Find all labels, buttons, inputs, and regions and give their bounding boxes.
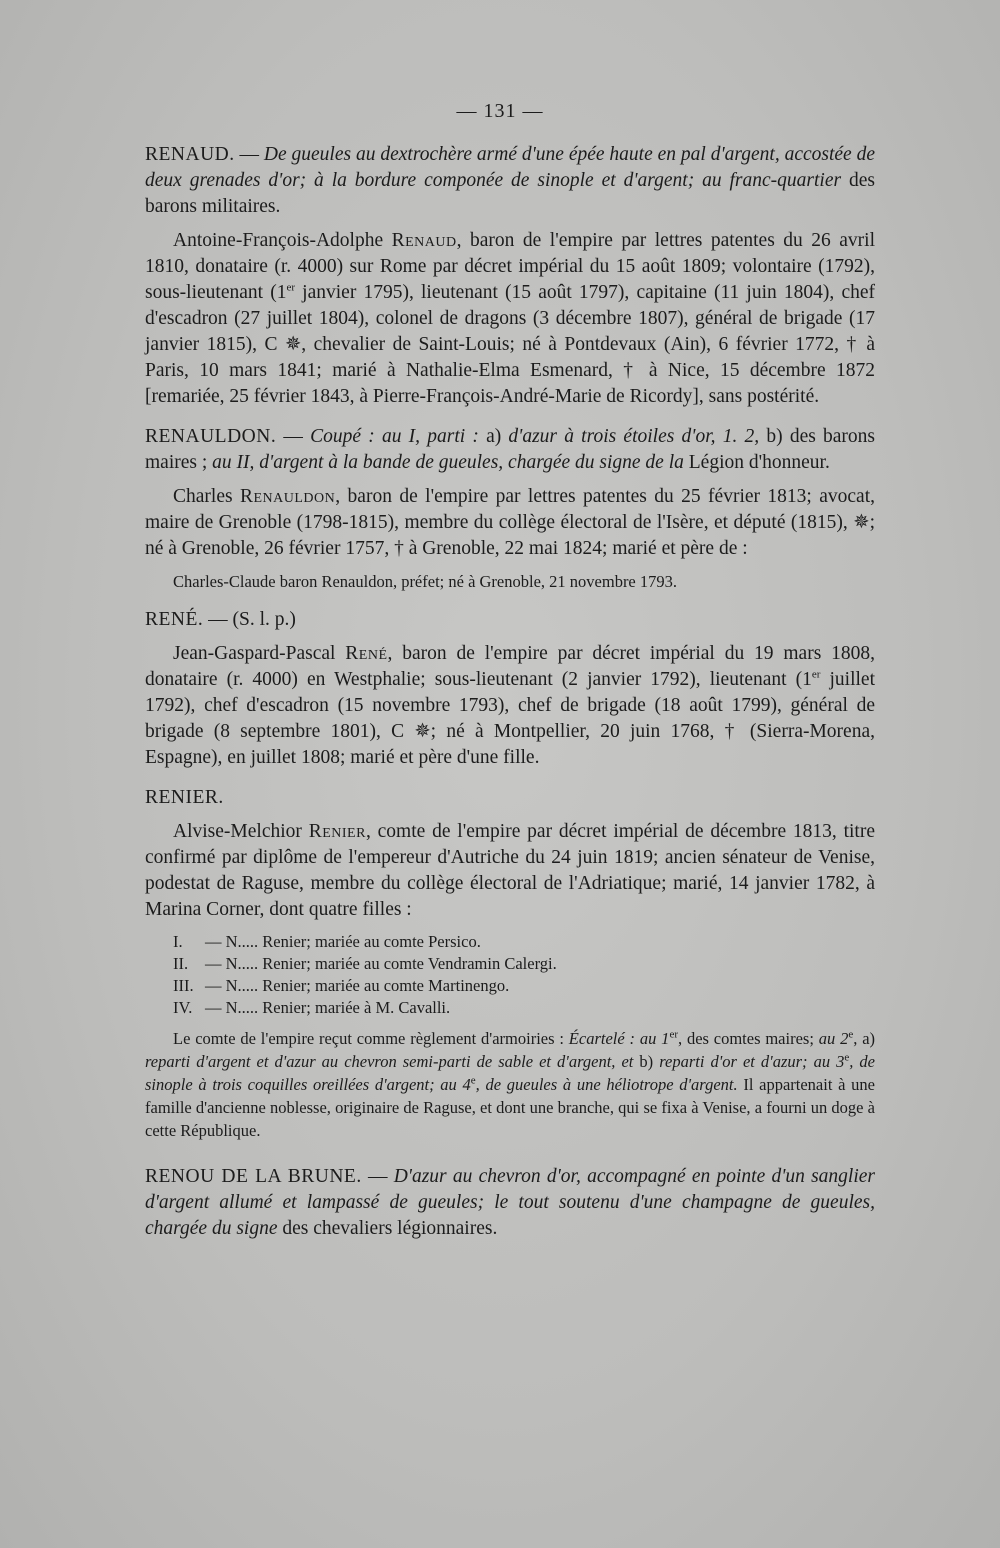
- page-number: — 131 —: [456, 100, 544, 122]
- entry-heading-renauldon: RENAULDON.: [145, 426, 277, 447]
- entry-renou-arms: RENOU DE LA BRUNE. — D'azur au chevron d'or, accompagné en pointe d'un sanglier d'argent allumé et lampassé de gueules; le tout soutenu d'une champagne de gueules, chargée du signe des chevaliers légionnaires.: [145, 1166, 876, 1239]
- list-item: III. — N..... Renier; mariée au comte Martinengo.: [173, 976, 510, 995]
- entry-heading-renou: RENOU DE LA BRUNE.: [145, 1166, 362, 1187]
- daughters-list: [145, 931, 875, 1019]
- list-item: IV. — N..... Renier; mariée à M. Cavalli.: [173, 998, 451, 1017]
- entry-renauldon-child: Charles-Claude baron Renauldon, préfet; né à Grenoble, 21 novembre 1793.: [173, 572, 678, 591]
- entry-renauldon-biography: Charles Renauldon, baron de l'empire par lettres patentes du 25 février 1813; avocat, maire de Grenoble (1798-1815), membre du collège électoral de l'Isère, et député (1815), ✵; né à Grenoble, 26 février 1757, † à Grenoble, 22 mai 1824; marié et père de :: [145, 486, 875, 559]
- list-item: I. — N..... Renier; mariée au comte Persico.: [173, 932, 481, 951]
- entry-renauldon-arms: RENAULDON. — Coupé : au I, parti : a) d'azur à trois étoiles d'or, 1. 2, b) des barons maires ; au II, d'argent à la bande de gueules, chargée du signe de la Légion d'honneur.: [145, 426, 876, 473]
- entry-renier-note: Le comte de l'empire reçut comme règlement d'armoiries : Écartelé : au 1er, des comtes maires; au 2e, a) reparti d'argent et d'azur au chevron semi-parti de sable et d'argent, et b) reparti d'or et d'azur; au 3e, de sinople à trois coquilles oreillées d'argent; au 4e, de gueules à une héliotrope d'argent. Il appartenait à une famille d'ancienne noblesse, originaire de Raguse, et dont une branche, qui se fixa à Venise, a fourni un doge à cette République.: [145, 1028, 876, 1140]
- entry-renier-biography: Alvise-Melchior Renier, comte de l'empire par décret impérial de décembre 1813, titre confirmé par diplôme de l'empereur d'Autriche du 24 juin 1819; ancien sénateur de Venise, podestat de Raguse, membre du collège électoral de l'Adriatique; marié, 14 janvier 1782, à Marina Corner, dont quatre filles :: [145, 821, 875, 920]
- entry-rene-heading-line: RENÉ. — (S. l. p.): [145, 609, 296, 630]
- entry-renaud-arms: RENAUD. — De gueules au dextrochère armé d'une épée haute en pal d'argent, accostée de deux grenades d'or; à la bordure componée de sinople et d'argent; au franc-quartier des barons militaires.: [145, 144, 876, 217]
- entry-heading-rene: RENÉ.: [145, 609, 204, 630]
- entry-heading-renier: RENIER.: [145, 787, 224, 808]
- entry-rene-biography: Jean-Gaspard-Pascal René, baron de l'empire par décret impérial du 19 mars 1808, donataire (r. 4000) en Westphalie; sous-lieutenant (2 janvier 1792), lieutenant (1er juillet 1792), chef d'escadron (15 novembre 1793), chef de brigade (18 août 1799), général de brigade (8 septembre 1801), C ✵; né à Montpellier, 20 juin 1768, † (Sierra-Morena, Espagne), en juillet 1808; marié et père d'une fille.: [145, 643, 876, 768]
- entry-renaud-biography: Antoine-François-Adolphe Renaud, baron de l'empire par lettres patentes du 26 avril 1810, donataire (r. 4000) sur Rome par décret impérial du 15 août 1809; volontaire (1792), sous-lieutenant (1er janvier 1795), lieutenant (15 août 1797), capitaine (11 juin 1804), chef d'escadron (27 juillet 1804), colonel de dragons (3 décembre 1807), général de brigade (17 janvier 1815), C ✵, chevalier de Saint-Louis; né à Pontdevaux (Ain), 6 février 1772, † à Paris, 10 mars 1841; marié à Nathalie-Elma Esmenard, † à Nice, 15 décembre 1872 [remariée, 25 février 1843, à Pierre-François-André-Marie de Ricordy], sans postérité.: [145, 230, 875, 407]
- entry-heading-renaud: RENAUD.: [145, 144, 235, 165]
- entry-renier-heading-line: [145, 785, 875, 811]
- list-item: II. — N..... Renier; mariée au comte Vendramin Calergi.: [173, 954, 557, 973]
- text-column: [145, 142, 875, 1242]
